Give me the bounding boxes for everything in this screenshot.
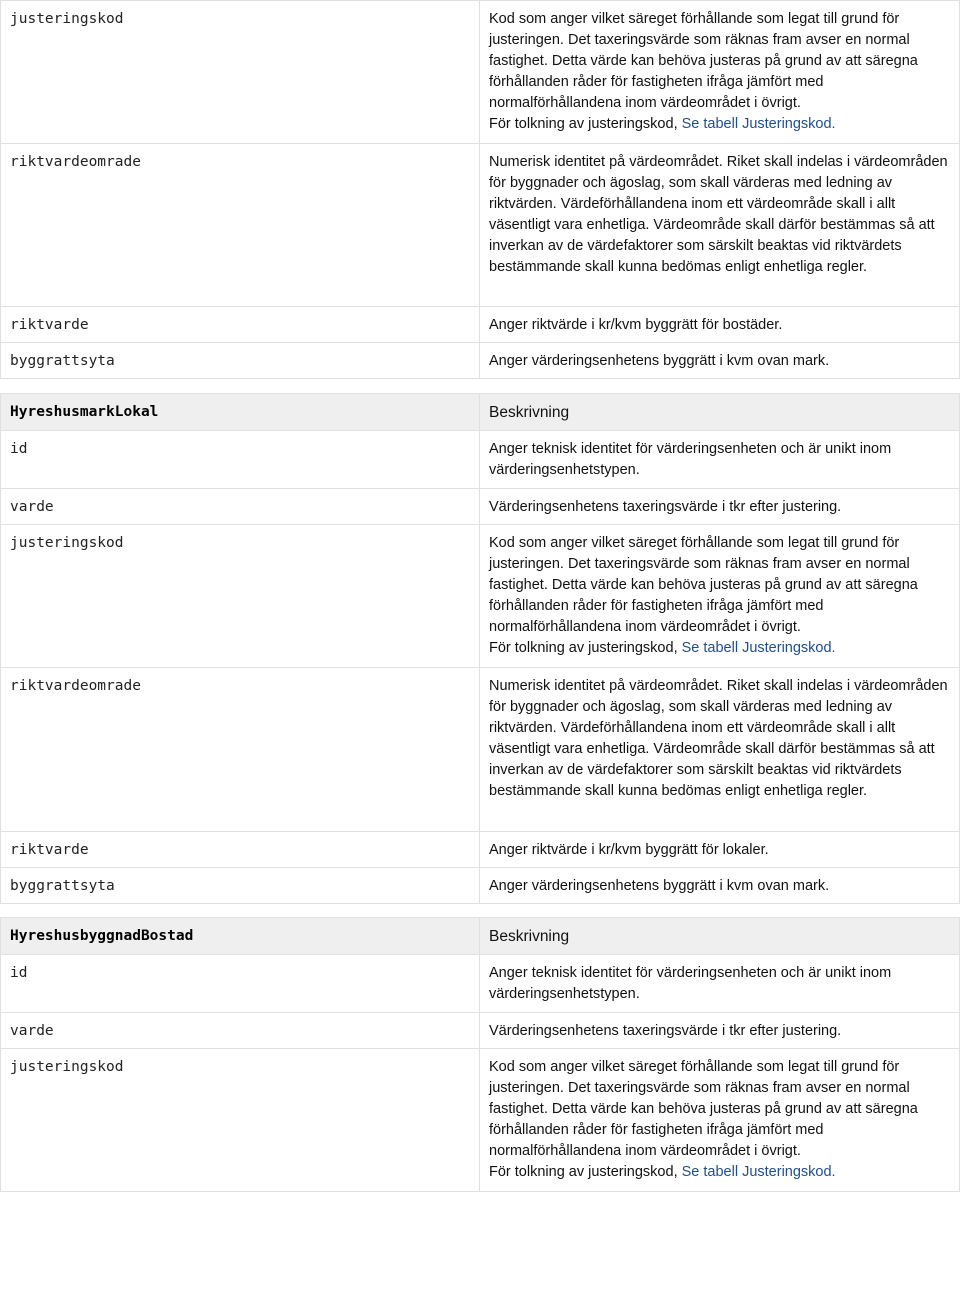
attribute-name: varde	[1, 489, 480, 525]
attribute-name: riktvarde	[1, 832, 480, 868]
attribute-row	[1, 1, 960, 144]
attribute-description: Anger riktvärde i kr/kvm byggrätt för bostäder.	[480, 307, 960, 343]
attribute-description: Numerisk identitet på värdeområdet. Riket skall indelas i värdeområden för byggnader och ägoslag, som skall värderas med ledning av riktvärden. Värdeförhållandena inom ett värdeområde skall i allt väsentligt vara enhetliga. Värdeområde skall därför bestämmas så att inverkan av de värdefaktorer som särskilt beaktas vid riktvärdets bestämmande skall kunna bedömas enligt enhetliga regler.	[480, 144, 960, 307]
attribute-row	[1, 431, 960, 489]
attribute-name: byggrattsyta	[1, 343, 480, 379]
attribute-row	[1, 955, 960, 1013]
attribute-table-hyreshusmarklokal	[0, 393, 960, 904]
description-column-header: Beskrivning	[480, 394, 960, 431]
description-text: Kod som anger vilket säreget förhållande som legat till grund för justeringen. Det taxeringsvärde som räknas fram avser en normal fastighet. Detta värde kan behöva justeras på grund av att säregna förhållanden råder för fastigheten ifråga jämfört med normalförhållandena inom värdeområdet i övrigt.	[489, 535, 918, 635]
entity-title: HyreshusbyggnadBostad	[1, 918, 480, 955]
reference-text: För tolkning av justeringskod,	[489, 116, 682, 132]
attribute-description: Anger teknisk identitet för värderingsenheten och är unikt inom värderingsenhetstypen.	[480, 955, 960, 1013]
attribute-description: Numerisk identitet på värdeområdet. Riket skall indelas i värdeområden för byggnader och ägoslag, som skall värderas med ledning av riktvärden. Värdeförhållandena inom ett värdeområde skall i allt väsentligt vara enhetliga. Värdeområde skall därför bestämmas så att inverkan av de värdefaktorer som särskilt beaktas vid riktvärdets bestämmande skall kunna bedömas enligt enhetliga regler.	[480, 668, 960, 832]
entity-title: HyreshusmarkLokal	[1, 394, 480, 431]
attribute-name: id	[1, 431, 480, 489]
attribute-row	[1, 307, 960, 343]
attribute-row	[1, 144, 960, 307]
reference-line	[489, 638, 951, 659]
attribute-name: justeringskod	[1, 1049, 480, 1192]
attribute-description	[480, 1, 960, 144]
attribute-row	[1, 668, 960, 832]
attribute-name: riktvardeomrade	[1, 668, 480, 832]
description-column-header: Beskrivning	[480, 918, 960, 955]
attribute-description: Anger teknisk identitet för värderingsenheten och är unikt inom värderingsenhetstypen.	[480, 431, 960, 489]
attribute-table-hyreshusbyggnadbostad	[0, 917, 960, 1192]
attribute-name: justeringskod	[1, 1, 480, 144]
attribute-description: Värderingsenhetens taxeringsvärde i tkr efter justering.	[480, 489, 960, 525]
justeringskod-table-link[interactable]: Se tabell Justeringskod.	[681, 1164, 836, 1180]
attribute-name: justeringskod	[1, 525, 480, 668]
attribute-name: riktvarde	[1, 307, 480, 343]
attribute-description	[480, 1049, 960, 1192]
description-text: Kod som anger vilket säreget förhållande som legat till grund för justeringen. Det taxeringsvärde som räknas fram avser en normal fastighet. Detta värde kan behöva justeras på grund av att säregna förhållanden råder för fastigheten ifråga jämfört med normalförhållandena inom värdeområdet i övrigt.	[489, 1059, 918, 1159]
attribute-row	[1, 525, 960, 668]
reference-line	[489, 1162, 951, 1183]
attribute-row	[1, 832, 960, 868]
attribute-table-continued	[0, 0, 960, 379]
description-text: Kod som anger vilket säreget förhållande som legat till grund för justeringen. Det taxeringsvärde som räknas fram avser en normal fastighet. Detta värde kan behöva justeras på grund av att säregna förhållanden råder för fastigheten ifråga jämfört med normalförhållandena inom värdeområdet i övrigt.	[489, 11, 918, 111]
attribute-description: Värderingsenhetens taxeringsvärde i tkr efter justering.	[480, 1013, 960, 1049]
attribute-row	[1, 343, 960, 379]
attribute-row	[1, 1049, 960, 1192]
reference-text: För tolkning av justeringskod,	[489, 1164, 682, 1180]
attribute-row	[1, 868, 960, 904]
attribute-row	[1, 1013, 960, 1049]
reference-text: För tolkning av justeringskod,	[489, 640, 682, 656]
reference-line	[489, 114, 951, 135]
attribute-description: Anger värderingsenhetens byggrätt i kvm ovan mark.	[480, 868, 960, 904]
attribute-name: id	[1, 955, 480, 1013]
table-header-row	[1, 918, 960, 955]
attribute-description: Anger värderingsenhetens byggrätt i kvm ovan mark.	[480, 343, 960, 379]
attribute-description: Anger riktvärde i kr/kvm byggrätt för lokaler.	[480, 832, 960, 868]
attribute-name: byggrattsyta	[1, 868, 480, 904]
attribute-description	[480, 525, 960, 668]
attribute-name: riktvardeomrade	[1, 144, 480, 307]
attribute-row	[1, 489, 960, 525]
table-header-row	[1, 394, 960, 431]
justeringskod-table-link[interactable]: Se tabell Justeringskod.	[681, 116, 836, 132]
attribute-name: varde	[1, 1013, 480, 1049]
justeringskod-table-link[interactable]: Se tabell Justeringskod.	[681, 640, 836, 656]
